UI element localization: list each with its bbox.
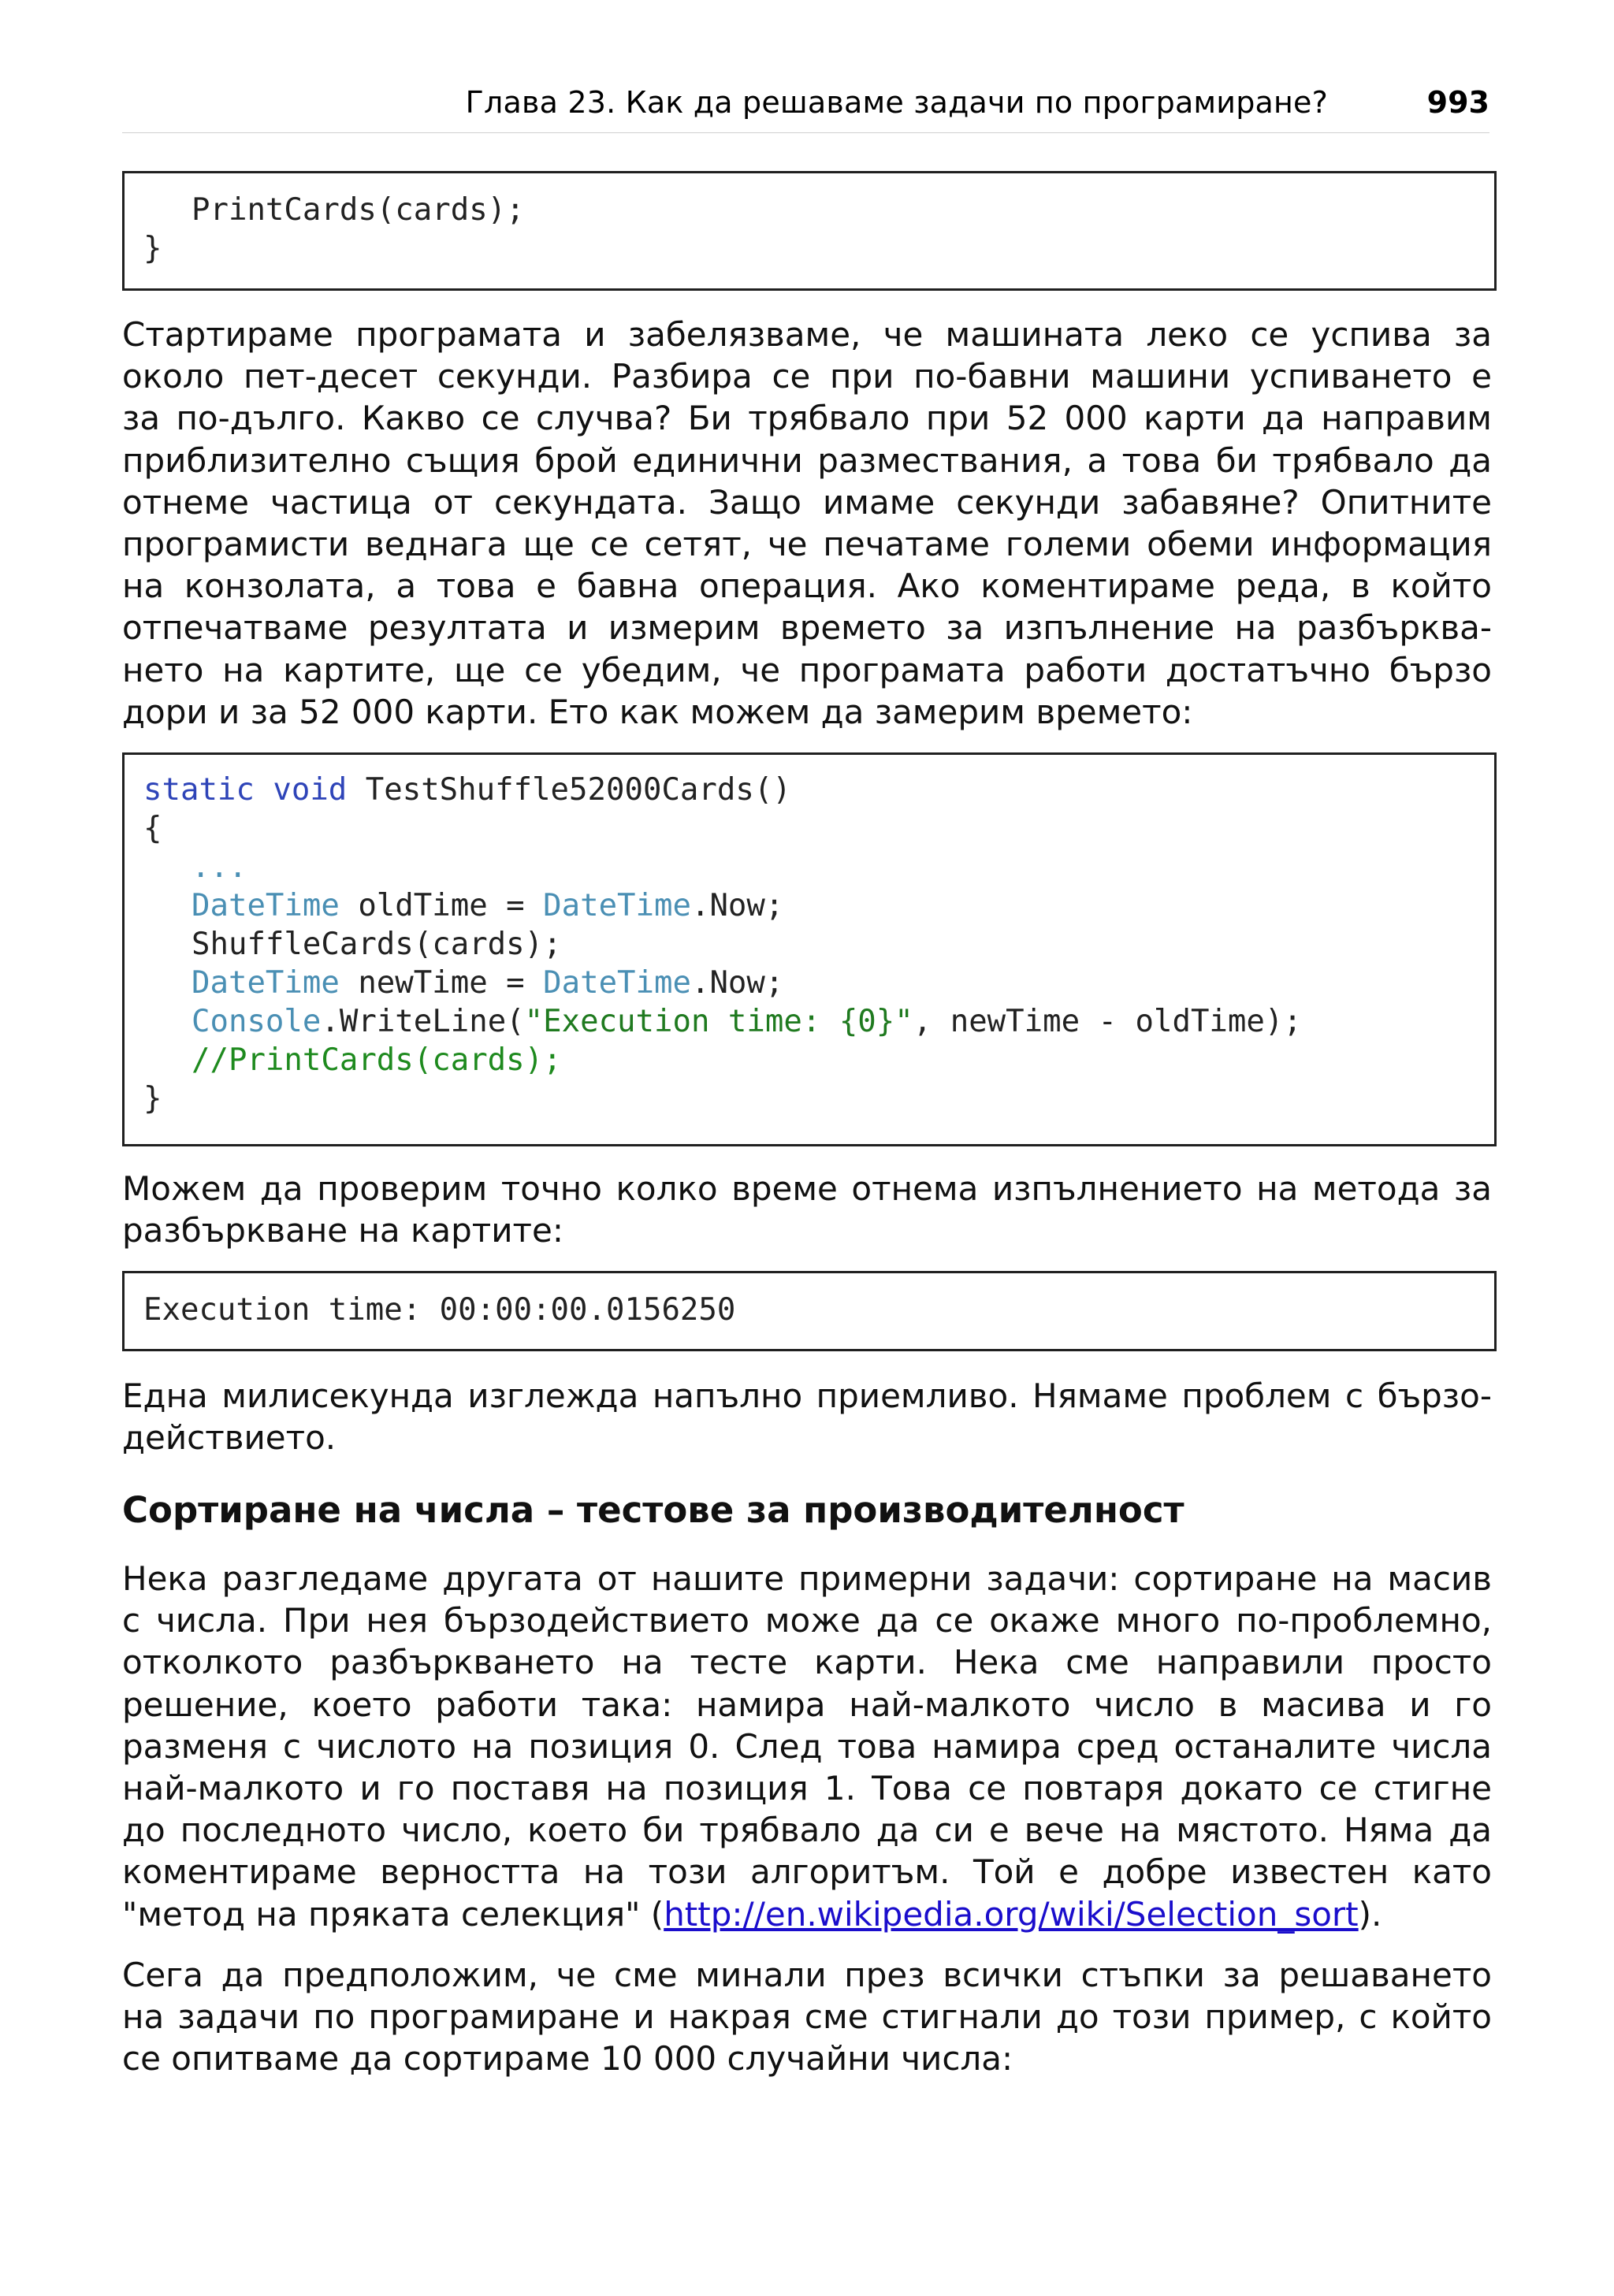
code-block-output	[122, 1271, 1497, 1351]
text-line: дори и за 52 000 карти. Ето как можем да замерим времето:	[122, 692, 1193, 731]
code-block-test-shuffle	[122, 752, 1497, 1146]
text-line: до последното число, което би трябвало да си е вече на мястото. Няма да	[122, 1811, 1492, 1850]
chapter-title: Глава 23. Как да решаваме задачи по програмиране?	[465, 85, 1328, 120]
code-type: DateTime	[543, 965, 691, 1001]
code-type: DateTime	[543, 888, 691, 923]
page-header	[122, 85, 1489, 133]
text-line: нето на картите, ще се убедим, че програмата работи достатъчно бързо	[122, 650, 1492, 689]
text-line: Нека разгледаме другата от нашите примерни задачи: сортиране на масив	[122, 1559, 1492, 1598]
text-line: програмисти веднага ще се сетят, че печатаме големи обеми информация	[122, 524, 1492, 563]
code-line: }	[143, 1081, 162, 1116]
text-line	[122, 1893, 1492, 1935]
code-type: DateTime	[192, 888, 340, 923]
text-line: отколкото разбъркването на тесте карти. Нека сме направили просто	[122, 1643, 1492, 1682]
code-line: PrintCards(cards);	[192, 192, 525, 228]
code-text: TestShuffle52000Cards()	[347, 772, 791, 808]
text-span: ).	[1358, 1894, 1382, 1934]
code-text: .Now;	[690, 965, 784, 1001]
text-line: отпечатваме резултата и измерим времето за изпълнение на разбърква-	[122, 608, 1492, 648]
text-line: на конзолата, а това е бавна операция. Ако коментираме реда, в който	[122, 567, 1492, 606]
paragraph-shuffle-intro	[122, 314, 1492, 733]
text-line: разбъркване на картите:	[122, 1211, 564, 1250]
code-text: , newTime - oldTime);	[913, 1004, 1302, 1039]
text-line: коментираме верността на този алгоритъм. Той е добре известен като	[122, 1852, 1492, 1892]
text-line: Можем да проверим точно колко време отнема изпълнението на метода за	[122, 1169, 1492, 1208]
text-line: на задачи по програмиране и накрая сме стигнали до този пример, с който	[122, 1997, 1492, 2037]
code-keyword: static void	[143, 772, 348, 808]
code-line	[192, 848, 247, 886]
page-number: 993	[1426, 85, 1489, 120]
text-line: най-малкото и го поставя на позиция 1. Това се повтаря докато се стигне	[122, 1768, 1492, 1807]
code-text: .Now;	[690, 888, 784, 923]
code-line: {	[143, 811, 162, 846]
text-span: "метод на пряката селекция" (	[122, 1894, 664, 1934]
text-line: отнеме частица от секундата. Защо имаме секунди забавяне? Опитните	[122, 482, 1492, 522]
text-line: за по-дълго. Какво се случва? Би трябвало при 52 000 карти да направим	[122, 399, 1492, 438]
code-line	[192, 1041, 562, 1079]
code-line	[192, 964, 783, 1002]
code-block-print-cards	[122, 171, 1497, 291]
text-line: се опитваме да сортираме 10 000 случайни числа:	[122, 2039, 1013, 2079]
text-line: Една милисекунда изглежда напълно приемливо. Нямаме проблем с бързо-	[122, 1376, 1492, 1415]
code-line	[192, 1002, 1302, 1041]
code-line: ShuffleCards(cards);	[192, 927, 562, 962]
code-line	[192, 886, 783, 925]
code-comment: //PrintCards(cards);	[192, 1042, 562, 1078]
paragraph-sorting	[122, 1558, 1492, 1935]
paragraph-measure-time	[122, 1168, 1492, 1251]
text-line: с числа. При нея бързодействието може да се окаже много по-проблемно,	[122, 1601, 1492, 1640]
code-text: newTime =	[339, 965, 544, 1001]
code-text: .WriteLine(	[321, 1004, 525, 1039]
text-line: приблизително същия брой единични размествания, а това би трябвало да	[122, 440, 1492, 480]
code-type: Console	[192, 1004, 322, 1039]
code-string: "Execution time: {0}"	[524, 1004, 913, 1039]
text-line: решение, което работи така: намира най-малкото число в масива и го	[122, 1685, 1492, 1724]
text-line: разменя с числото на позиция 0. След това намира сред останалите числа	[122, 1726, 1492, 1766]
code-ellipsis: ...	[192, 849, 247, 885]
section-heading: Сортиране на числа – тестове за производителност	[122, 1489, 1184, 1531]
code-line: Execution time: 00:00:00.0156250	[143, 1292, 736, 1328]
code-type: DateTime	[192, 965, 340, 1001]
wikipedia-link[interactable]: http://en.wikipedia.org/wiki/Selection_sort	[664, 1894, 1359, 1934]
text-line: Сега да предположим, че сме минали през всички стъпки за решаването	[122, 1956, 1492, 1994]
code-line	[143, 771, 791, 809]
text-line: действието.	[122, 1418, 337, 1458]
code-text: oldTime =	[339, 888, 544, 923]
text-line: Стартираме програмата и забелязваме, че машината леко се успива за	[122, 315, 1492, 354]
paragraph-sort-example	[122, 1954, 1492, 2080]
code-line: }	[143, 231, 162, 266]
paragraph-millisecond	[122, 1375, 1492, 1458]
text-line: около пет-десет секунди. Разбира се при по-бавни машини успиването е	[122, 357, 1492, 396]
